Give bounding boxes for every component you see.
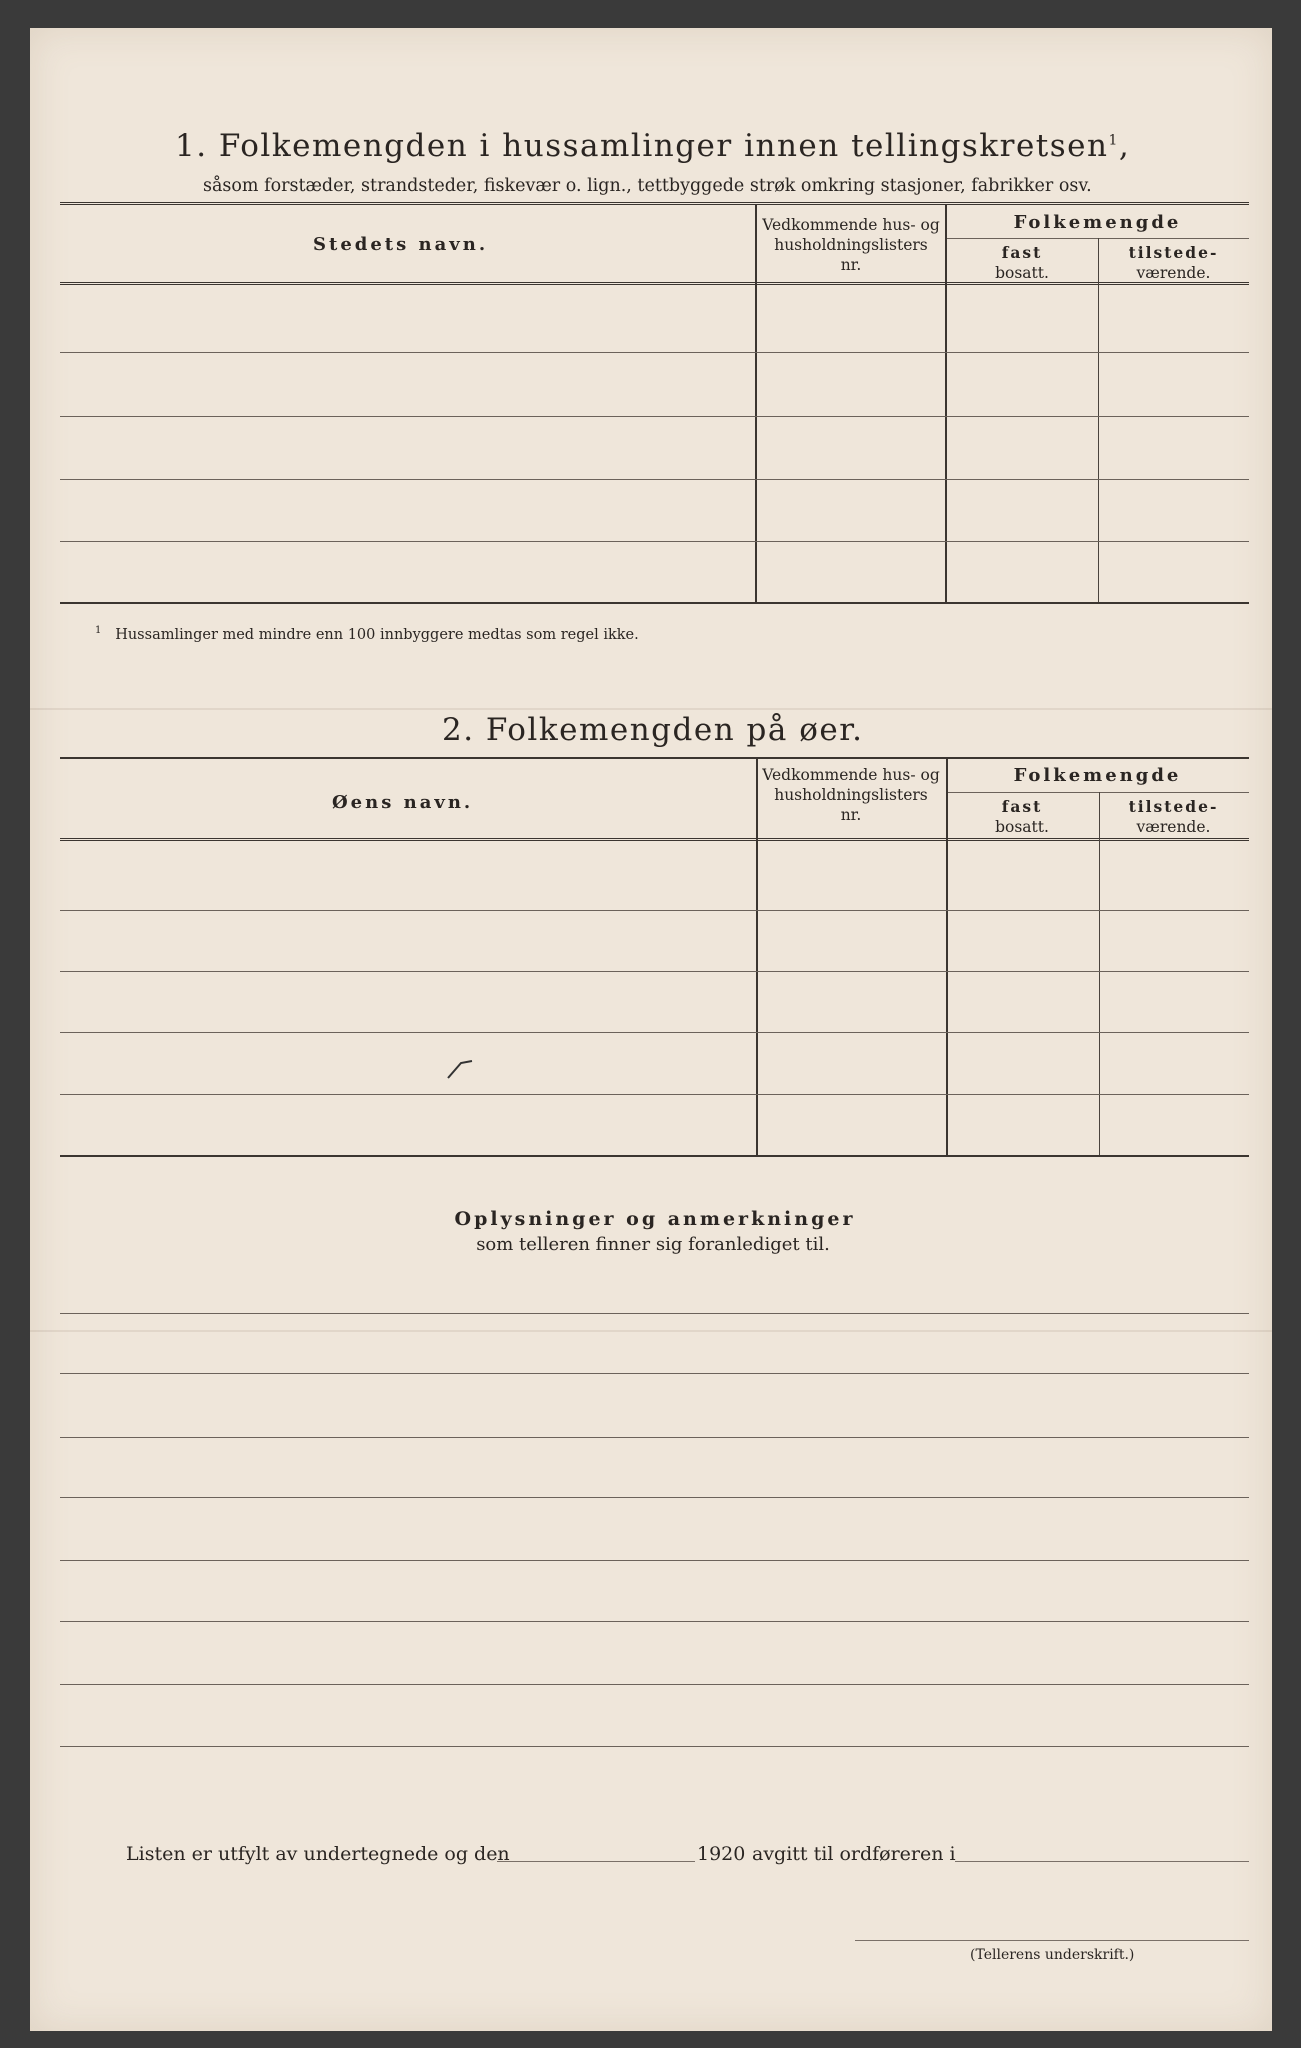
table1-header-place-name: Stedets navn. — [313, 234, 489, 255]
notes-line[interactable] — [60, 1313, 1249, 1314]
table1-row-rule — [60, 479, 1249, 480]
table2-header-present — [1098, 797, 1249, 837]
notes-line[interactable] — [60, 1437, 1249, 1438]
table1-row-rule — [60, 541, 1249, 542]
paper-fold — [30, 708, 1272, 710]
footnote-ref: 1 — [1108, 132, 1119, 149]
table1-top-rule — [60, 202, 1249, 208]
header-line: fast — [1001, 243, 1043, 262]
header-line: værende. — [1136, 264, 1211, 282]
header-line: husholdningslisters — [774, 786, 928, 804]
footnote-mark: 1 — [95, 625, 102, 636]
header-line: Vedkommende hus- og — [762, 766, 940, 784]
table2-row-rule — [60, 910, 1249, 911]
table1-header-resident — [946, 243, 1098, 283]
table2-bottom-rule — [60, 1155, 1249, 1157]
section1-title — [175, 128, 1130, 164]
header-line: husholdningslisters — [774, 236, 928, 254]
table2-header-rule — [60, 838, 1249, 844]
table2-top-rule — [60, 757, 1249, 759]
header-line: bosatt. — [995, 264, 1049, 282]
section2-title: 2. Folkemengden på øer. — [442, 712, 864, 748]
table2-col-divider — [946, 759, 948, 1155]
paper-fold — [30, 1330, 1272, 1332]
table2-header-resident — [946, 797, 1098, 837]
table2-header-population: Folkemengde — [1013, 765, 1182, 786]
signature-text-b: avgitt til ordføreren i — [752, 1843, 956, 1865]
notes-line[interactable] — [60, 1497, 1249, 1498]
pencil-mark — [446, 1057, 474, 1081]
header-line: bosatt. — [995, 818, 1049, 836]
notes-line[interactable] — [60, 1684, 1249, 1685]
section1-title-text: 1. Folkemengden i hussamlinger innen tellingskretsen — [175, 128, 1109, 164]
header-line: nr. — [840, 806, 862, 824]
table1-row-rule — [60, 352, 1249, 353]
date-field[interactable] — [497, 1861, 695, 1862]
table1-header-population: Folkemengde — [1013, 212, 1182, 233]
table2-header-island-name: Øens navn. — [332, 792, 474, 813]
header-line: Vedkommende hus- og — [762, 216, 940, 234]
signature-field[interactable] — [855, 1940, 1249, 1941]
census-form-page — [30, 28, 1272, 2031]
signature-text-a: Listen er utfylt av undertegnede og den — [126, 1843, 510, 1865]
table1-header-present — [1098, 243, 1249, 283]
section1-footnote — [95, 625, 639, 643]
section1-subtitle: såsom forstæder, strandsteder, fiskevær o. lign., tettbyggede strøk omkring stasjoner, fabrikker osv. — [203, 176, 1092, 196]
table2-col-divider — [1099, 792, 1100, 1155]
notes-line[interactable] — [60, 1373, 1249, 1374]
notes-subtitle: som telleren finner sig foranlediget til. — [476, 1234, 830, 1255]
table1-col-divider — [755, 205, 757, 602]
header-line: tilstede- — [1128, 797, 1219, 816]
header-line: nr. — [840, 256, 862, 274]
footnote-text: Hussamlinger med mindre enn 100 innbyggere medtas som regel ikke. — [115, 626, 639, 643]
header-line: værende. — [1136, 818, 1211, 836]
table2-row-rule — [60, 1094, 1249, 1095]
signature-year: 1920 — [697, 1843, 746, 1865]
table1-col-divider — [1098, 238, 1099, 602]
table1-header-rule — [60, 282, 1249, 288]
table2-subheader-rule — [946, 792, 1249, 793]
table2-row-rule — [60, 1032, 1249, 1033]
table2-row-rule — [60, 971, 1249, 972]
table1-row-rule — [60, 416, 1249, 417]
notes-line[interactable] — [60, 1746, 1249, 1747]
table1-col-divider — [945, 205, 947, 602]
notes-title: Oplysninger og anmerkninger — [454, 1208, 856, 1230]
table2-header-list-number — [756, 765, 946, 825]
municipality-field[interactable] — [955, 1861, 1249, 1862]
notes-line[interactable] — [60, 1621, 1249, 1622]
table1-bottom-rule — [60, 602, 1249, 604]
table1-header-list-number — [756, 215, 946, 275]
section1-title-comma: , — [1118, 128, 1131, 164]
header-line: fast — [1001, 797, 1043, 816]
header-line: tilstede- — [1128, 243, 1219, 262]
signature-label: (Tellerens underskrift.) — [970, 1947, 1135, 1963]
notes-line[interactable] — [60, 1560, 1249, 1561]
table2-col-divider — [756, 759, 758, 1155]
